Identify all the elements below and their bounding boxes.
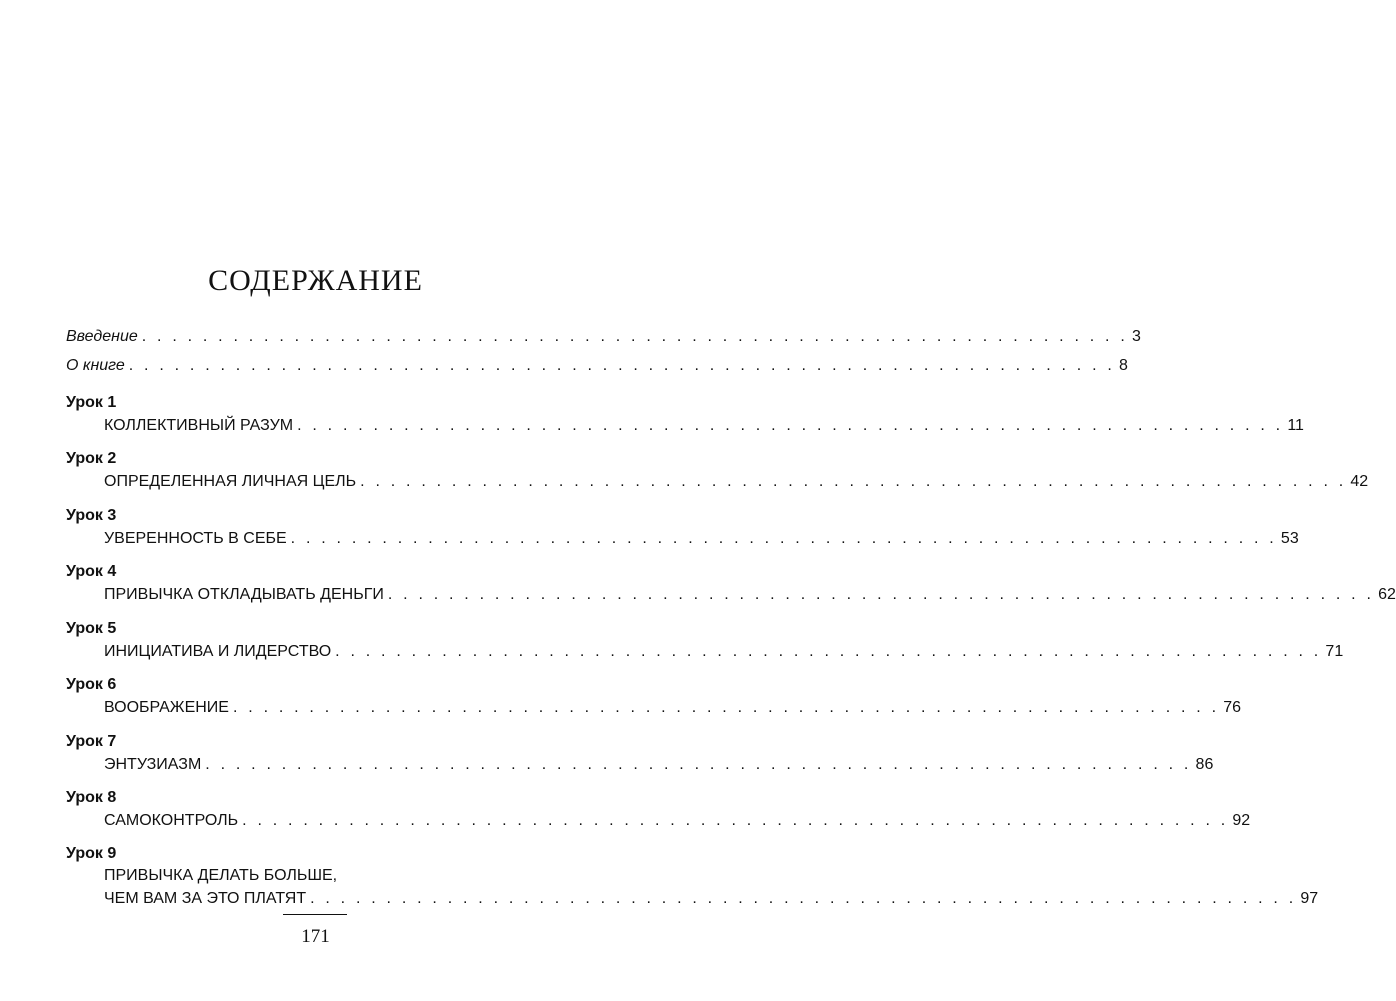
toc-entry-page: 86 <box>1195 756 1214 773</box>
toc-entry-page: 53 <box>1280 530 1299 547</box>
toc-entry-lesson-8[interactable] <box>104 812 1251 830</box>
toc-entry-label-line-1: ПРИВЫЧКА ДЕЛАТЬ БОЛЬШЕ, <box>104 867 338 884</box>
toc-entry-lesson-7[interactable] <box>104 756 1214 774</box>
toc-entry-label: О книге <box>66 357 125 374</box>
toc-entry-label: ЧЕМ ВАМ ЗА ЭТО ПЛАТЯТ <box>104 890 307 907</box>
toc-entry-introduction[interactable] <box>66 328 1141 346</box>
toc-entry-label: ИНИЦИАТИВА И ЛИДЕРСТВО <box>104 643 332 660</box>
toc-entry-lesson-2[interactable] <box>104 473 1369 491</box>
toc-entry-page: 97 <box>1300 890 1319 907</box>
dot-leader: . . . . . . . . . . . . . . . . . . . . . . . . . . . . . . . . . . . . . . . . . . . . . . . . . . . . . . . . . . . . . . . . . <box>141 328 1128 345</box>
lesson-heading: Урок 9 <box>66 845 117 862</box>
toc-entry-label: ОПРЕДЕЛЕННАЯ ЛИЧНАЯ ЦЕЛЬ <box>104 473 357 490</box>
lesson-heading: Урок 1 <box>66 394 117 411</box>
lesson-heading: Урок 2 <box>66 450 117 467</box>
toc-entry-page: 3 <box>1131 328 1141 345</box>
footer-rule <box>283 914 347 915</box>
dot-leader: . . . . . . . . . . . . . . . . . . . . . . . . . . . . . . . . . . . . . . . . . . . . . . . . . . . . . . . . . . . . . . . . . <box>128 357 1116 374</box>
toc-entry-page: 8 <box>1119 357 1128 374</box>
lesson-heading: Урок 8 <box>66 789 117 806</box>
toc-entry-label: САМОКОНТРОЛЬ <box>104 812 239 829</box>
toc-entry-label: Введение <box>66 328 138 345</box>
dot-leader: . . . . . . . . . . . . . . . . . . . . . . . . . . . . . . . . . . . . . . . . . . . . . . . . . . . . . . . . . . . . . . . . . <box>290 530 1277 547</box>
toc-entry-page: 62 <box>1378 586 1396 603</box>
dot-leader: . . . . . . . . . . . . . . . . . . . . . . . . . . . . . . . . . . . . . . . . . . . . . . . . . . . . . . . . . . . . . . . . . <box>335 643 1322 660</box>
dot-leader: . . . . . . . . . . . . . . . . . . . . . . . . . . . . . . . . . . . . . . . . . . . . . . . . . . . . . . . . . . . . . . . . . <box>232 699 1220 716</box>
lesson-heading: Урок 3 <box>66 507 117 524</box>
toc-entry-lesson-6[interactable] <box>104 699 1242 717</box>
toc-entry-page: 71 <box>1325 643 1344 660</box>
dot-leader: . . . . . . . . . . . . . . . . . . . . . . . . . . . . . . . . . . . . . . . . . . . . . . . . . . . . . . . . . . . . . . . . . <box>242 812 1229 829</box>
toc-entry-lesson-3[interactable] <box>104 530 1299 548</box>
toc-entry-about-book[interactable] <box>66 357 1128 375</box>
dot-leader: . . . . . . . . . . . . . . . . . . . . . . . . . . . . . . . . . . . . . . . . . . . . . . . . . . . . . . . . . . . . . . . . . <box>205 756 1192 773</box>
page-title: СОДЕРЖАНИЕ <box>208 264 423 297</box>
toc-entry-lesson-5[interactable] <box>104 643 1344 661</box>
toc-entry-label: ВООБРАЖЕНИЕ <box>104 699 229 716</box>
toc-entry-page: 92 <box>1232 812 1251 829</box>
toc-entry-label: ПРИВЫЧКА ОТКЛАДЫВАТЬ ДЕНЬГИ <box>104 586 384 603</box>
toc-entry-lesson-4[interactable] <box>104 586 1396 604</box>
toc-entry-lesson-9[interactable] <box>104 890 1319 908</box>
toc-entry-page: 76 <box>1223 699 1242 716</box>
toc-entry-page: 11 <box>1287 417 1304 434</box>
toc-entry-label: УВЕРЕННОСТЬ В СЕБЕ <box>104 530 287 547</box>
toc-entry-label: ЭНТУЗИАЗМ <box>104 756 202 773</box>
toc-entry-lesson-1[interactable] <box>104 417 1304 435</box>
toc-entry-label: КОЛЛЕКТИВНЫЙ РАЗУМ <box>104 417 294 434</box>
lesson-heading: Урок 5 <box>66 620 117 637</box>
lesson-heading: Урок 7 <box>66 733 117 750</box>
dot-leader: . . . . . . . . . . . . . . . . . . . . . . . . . . . . . . . . . . . . . . . . . . . . . . . . . . . . . . . . . . . . . . . . . <box>387 586 1375 603</box>
lesson-heading: Урок 6 <box>66 676 117 693</box>
dot-leader: . . . . . . . . . . . . . . . . . . . . . . . . . . . . . . . . . . . . . . . . . . . . . . . . . . . . . . . . . . . . . . . . . <box>360 473 1347 490</box>
dot-leader: . . . . . . . . . . . . . . . . . . . . . . . . . . . . . . . . . . . . . . . . . . . . . . . . . . . . . . . . . . . . . . . . . <box>310 890 1297 907</box>
toc-entry-page: 42 <box>1350 473 1369 490</box>
lesson-heading: Урок 4 <box>66 563 117 580</box>
dot-leader: . . . . . . . . . . . . . . . . . . . . . . . . . . . . . . . . . . . . . . . . . . . . . . . . . . . . . . . . . . . . . . . . . <box>297 417 1284 434</box>
page-number: 171 <box>301 926 330 947</box>
